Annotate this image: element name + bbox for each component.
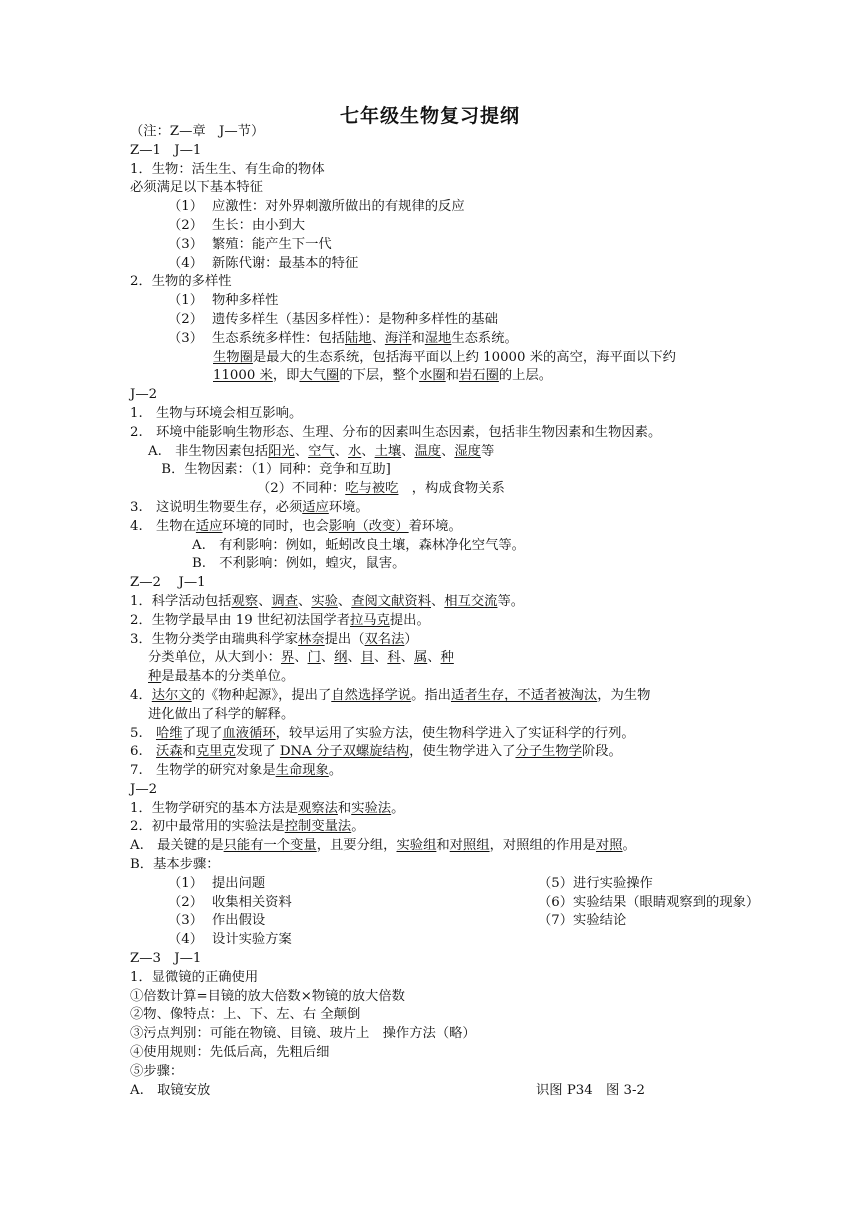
line-text: 生态系统多样性：包括: [212, 330, 345, 346]
underlined-key-term: 生命现象: [275, 763, 329, 779]
underlined-key-term: 水圈: [419, 368, 446, 384]
item-number: （3）: [168, 236, 204, 252]
line-text: 和: [182, 744, 196, 760]
outline-line: [130, 499, 770, 518]
line-text: ，使生物学进入了: [409, 744, 516, 760]
outline-line: [130, 687, 770, 706]
line-text: 是最基本的分类单位。: [161, 669, 295, 685]
line-text: 提出问题: [212, 875, 266, 891]
outline-line: [130, 781, 770, 800]
underlined-key-term: 观察: [231, 593, 259, 609]
line-text: 7. 生物学的研究对象是: [130, 763, 276, 779]
line-text: 。: [328, 763, 343, 779]
outline-line: [130, 367, 770, 386]
underlined-key-term: 纲: [334, 650, 348, 666]
line-text: ④使用规则：先低后高，先粗后细: [130, 1045, 330, 1061]
outline-line: [130, 668, 770, 687]
line-text: 1．显微镜的正确使用: [130, 969, 259, 985]
line-text: 提出（: [324, 631, 365, 647]
underlined-key-term: 克里克: [195, 744, 236, 760]
line-text: 1. 生物与环境会相互影响。: [130, 405, 303, 421]
line-text: 、: [431, 593, 445, 609]
outline-line: [130, 198, 770, 217]
line-text: 1．生物学研究的基本方法是: [130, 800, 299, 816]
underlined-key-term: 海洋: [384, 330, 412, 346]
underlined-key-term: 只能有一个变量: [223, 838, 317, 854]
line-text: A. 取镜安放: [130, 1082, 211, 1098]
line-text: Z—1 J—1: [130, 142, 202, 158]
line-text: ，较早运用了实验方法，使生物科学进入了实证科学的行列。: [275, 725, 635, 741]
line-text: 1．生物：活生生、有生命的物体: [130, 161, 325, 177]
outline-line: [130, 988, 770, 1007]
line-text: 的《物种起源》，提出了: [191, 687, 332, 703]
line-text: 、: [371, 330, 385, 346]
outline-line: [130, 1063, 770, 1082]
line-text: Z—2 J—1: [130, 575, 206, 591]
underlined-key-term: 分子生物学: [515, 744, 582, 760]
outline-line: [130, 443, 770, 462]
underlined-key-term: 影响（改变）: [328, 518, 409, 534]
line-text: Z—3 J—1: [130, 951, 202, 967]
underlined-key-term: 适者生存，不适者被淘汰: [450, 687, 598, 703]
line-text: ，且要分组，: [316, 838, 397, 854]
line-text: ，为生物: [597, 687, 651, 703]
line-text: B．基本步骤：: [130, 857, 220, 873]
line-text: B. 不利影响：例如，蝗灾，鼠害。: [192, 556, 406, 572]
outline-line: [130, 931, 770, 950]
line-text: 、: [294, 650, 308, 666]
item-number: （1）: [168, 199, 204, 215]
underlined-key-term: 查阅文献资料: [351, 593, 431, 609]
underlined-key-term: 属: [413, 650, 428, 666]
line-text: ⑤步骤：: [130, 1063, 184, 1079]
outline-line: [130, 1025, 770, 1044]
line-text: 的上层。: [498, 368, 553, 384]
outline-line: [130, 818, 770, 837]
line-text: 1．科学活动包括: [130, 593, 232, 609]
item-number: （1）: [168, 293, 204, 309]
line-text: J—2: [130, 781, 158, 797]
outline-line: [130, 424, 770, 443]
outline-line: [130, 593, 770, 612]
underlined-key-term: DNA 分子双螺旋结构: [279, 744, 410, 760]
line-text: 、: [400, 650, 414, 666]
outline-line: [130, 1044, 770, 1063]
outline-line: [130, 856, 770, 875]
underlined-key-term: 适应: [302, 499, 329, 515]
underlined-key-term: 自然选择学说: [331, 687, 412, 703]
line-text: 、: [294, 443, 309, 459]
line-text: 遗传多样生（基因多样性）：是物种多样性的基础: [212, 311, 498, 327]
outline-line: [130, 142, 770, 161]
underlined-key-term: 哈维: [155, 725, 183, 741]
underlined-key-term: 陆地: [344, 330, 372, 346]
line-text: 2. 环境中能影响生物形态、生理、分布的因素叫生态因素，包括非生物因素和生物因素。: [130, 424, 662, 440]
line-text: 、: [320, 650, 335, 666]
underlined-key-term: 林奈: [298, 631, 325, 647]
line-text: 、: [427, 650, 441, 666]
outline-line: [130, 1082, 770, 1101]
outline-line: [130, 480, 770, 499]
line-text: 4. 生物在: [130, 518, 196, 534]
line-text: J—2: [130, 387, 158, 403]
line-text: 收集相关资料: [212, 894, 292, 910]
line-text: 环境的同时，也会: [222, 518, 329, 534]
line-text: 等。: [497, 593, 525, 609]
outline-line: [130, 123, 770, 142]
line-text: 是最大的生态系统，包括海平面以上约 10000 米的高空，海平面以下约: [252, 349, 676, 365]
underlined-key-term: 实验法: [351, 800, 392, 816]
line-text: 生长：由小到大: [212, 217, 306, 233]
line-text: A. 最关键的是: [130, 838, 224, 854]
line-text: 、: [401, 443, 415, 459]
step-right-column: （6）实验结果（眼睛观察到的现象）: [538, 894, 760, 910]
line-text: 了现了: [182, 725, 223, 741]
underlined-key-term: 双名法: [364, 631, 405, 647]
outline-line: [130, 537, 770, 556]
step-right-column: （7）实验结论: [538, 913, 627, 929]
figure-reference: 识图 P34 图 3-2: [536, 1082, 645, 1098]
document-title: 七年级生物复习提纲: [339, 105, 520, 127]
line-text: 和: [445, 368, 459, 384]
line-text: 、: [374, 650, 388, 666]
line-text: 、: [441, 443, 455, 459]
line-text: 等: [480, 443, 495, 459]
outline-line: [130, 311, 770, 330]
line-text: 应激性：对外界刺激所做出的有规律的反应: [212, 199, 465, 215]
item-number: （3）: [168, 913, 204, 929]
underlined-key-term: 阳光: [268, 443, 295, 459]
outline-line: [130, 762, 770, 781]
outline-line: [130, 574, 770, 593]
outline-line: [130, 649, 770, 668]
step-right-column: （5）进行实验操作: [538, 875, 653, 891]
item-number: （1）: [168, 875, 204, 891]
outline-line: [130, 969, 770, 988]
underlined-key-term: 门: [307, 650, 321, 666]
line-text: 2．生物的多样性: [130, 274, 232, 290]
underlined-key-term: 拉马克: [350, 612, 390, 628]
outline-line: [130, 612, 770, 631]
underlined-key-term: 实验组: [396, 838, 437, 854]
line-text: ，即: [272, 368, 300, 384]
line-text: 阶段。: [581, 744, 622, 760]
underlined-key-term: 实验: [311, 593, 338, 609]
line-text: ）: [404, 631, 418, 647]
underlined-key-term: 吃与被吃: [345, 481, 399, 497]
underlined-key-term: 目: [360, 650, 375, 666]
line-text: 6.: [130, 744, 156, 760]
line-text: 、: [334, 443, 348, 459]
line-text: A. 非生物因素包括: [148, 443, 269, 459]
line-text: 3．生物分类学由瑞典科学家: [130, 631, 299, 647]
item-number: （2）: [168, 217, 204, 233]
outline-line: [130, 837, 770, 856]
underlined-key-term: 大气圈: [299, 368, 340, 384]
line-text: 、: [298, 593, 312, 609]
outline-line: [130, 800, 770, 819]
line-text: 分类单位，从大到小：: [148, 650, 281, 666]
line-text: （2）不同种：: [257, 481, 346, 497]
underlined-key-term: 种: [148, 669, 162, 685]
outline-line: [130, 349, 770, 368]
underlined-key-term: 种: [440, 650, 454, 666]
underlined-key-term: 观察法: [298, 800, 338, 816]
line-text: ③污点判别：可能在物镜、目镜、玻片上 操作方法（略）: [130, 1026, 476, 1042]
line-text: 2．初中最常用的实验法是: [130, 819, 285, 835]
line-text: 和: [411, 330, 425, 346]
outline-line: [130, 236, 770, 255]
line-text: 作出假设: [212, 913, 266, 929]
underlined-key-term: 适应: [195, 518, 223, 534]
item-number: （4）: [168, 932, 204, 948]
underlined-key-term: 血液循环: [222, 725, 276, 741]
outline-line: [130, 555, 770, 574]
line-text: 必须满足以下基本特征: [130, 180, 263, 196]
item-number: （2）: [168, 311, 204, 327]
outline-line: [130, 912, 770, 931]
outline-line: [130, 743, 770, 762]
line-text: 2．生物学最早由 19 世纪初法国学者: [130, 612, 350, 628]
outline-line: [130, 875, 770, 894]
line-text: 生态系统。: [451, 330, 518, 346]
underlined-key-term: 湿地: [424, 330, 452, 346]
outline-line: [130, 255, 770, 274]
outline-line: [130, 161, 770, 180]
line-text: 发现了: [235, 744, 280, 760]
line-text: ①倍数计算=目镜的放大倍数×物镜的放大倍数: [130, 988, 405, 1004]
outline-line: [130, 292, 770, 311]
line-text: ，构成食物关系: [398, 481, 505, 497]
outline-line: [130, 461, 770, 480]
underlined-key-term: 科: [387, 650, 401, 666]
underlined-key-term: 达尔文: [151, 687, 192, 703]
outline-line: [130, 518, 770, 537]
underlined-key-term: 岩石圈: [458, 368, 499, 384]
underlined-key-term: 沃森: [155, 744, 183, 760]
underlined-key-term: 湿度: [454, 443, 481, 459]
item-number: （3）: [168, 330, 204, 346]
line-text: 的下层，整个: [339, 368, 420, 384]
outline-line: [130, 725, 770, 744]
line-text: 。: [391, 800, 405, 816]
underlined-key-term: 水: [348, 443, 362, 459]
line-text: 和: [337, 800, 352, 816]
line-text: ，对照组的作用是: [489, 838, 596, 854]
line-text: 、: [337, 593, 352, 609]
underlined-key-term: 土壤: [374, 443, 402, 459]
item-number: （2）: [168, 894, 204, 910]
underlined-key-term: 界: [280, 650, 295, 666]
line-text: 和: [436, 838, 450, 854]
outline-line: [130, 179, 770, 198]
line-text: 设计实验方案: [212, 932, 292, 948]
line-text: A. 有利影响：例如，蚯蚓改良土壤，森林净化空气等。: [192, 537, 525, 553]
line-text: 繁殖：能产生下一代: [212, 236, 332, 252]
line-text: 着环境。: [408, 518, 462, 534]
line-text: 。: [351, 819, 365, 835]
line-text: 、: [347, 650, 361, 666]
line-text: 。: [622, 838, 636, 854]
line-text: 新陈代谢：最基本的特征: [212, 255, 359, 271]
outline-line: [130, 217, 770, 236]
outline-line: [130, 330, 770, 349]
line-text: 进化做出了科学的解释。: [148, 706, 295, 722]
document-body: [130, 123, 770, 1100]
underlined-key-term: 温度: [414, 443, 442, 459]
line-text: 。指出: [411, 687, 451, 703]
outline-line: [130, 706, 770, 725]
underlined-key-term: 调查: [271, 593, 299, 609]
line-text: ②物、像特点：上、下、左、右 全颠倒: [130, 1007, 361, 1023]
line-text: 5.: [130, 725, 156, 741]
item-number: （4）: [168, 255, 204, 271]
underlined-key-term: 相互交流: [444, 593, 498, 609]
line-text: 、: [258, 593, 272, 609]
outline-line: [130, 631, 770, 650]
underlined-key-term: 11000 米: [213, 368, 273, 384]
underlined-key-term: 空气: [308, 443, 335, 459]
line-text: 4．: [130, 687, 152, 703]
underlined-key-term: 控制变量法: [284, 819, 352, 835]
outline-line: [130, 894, 770, 913]
line-text: 物种多样性: [212, 293, 279, 309]
underlined-key-term: 对照: [595, 838, 623, 854]
outline-line: [130, 386, 770, 405]
line-text: 3. 这说明生物要生存，必须: [130, 499, 303, 515]
outline-line: [130, 273, 770, 292]
line-text: 、: [361, 443, 375, 459]
outline-line: [130, 950, 770, 969]
line-text: （注：Z—章 J—节）: [130, 124, 265, 139]
line-text: 环境。: [328, 499, 369, 515]
outline-line: [130, 405, 770, 424]
underlined-key-term: 对照组: [449, 838, 490, 854]
line-text: 提出。: [389, 612, 430, 628]
line-text: B．生物因素：（1）同种：竞争和互助]: [148, 462, 391, 478]
underlined-key-term: 生物圈: [213, 349, 253, 365]
outline-line: [130, 1006, 770, 1025]
